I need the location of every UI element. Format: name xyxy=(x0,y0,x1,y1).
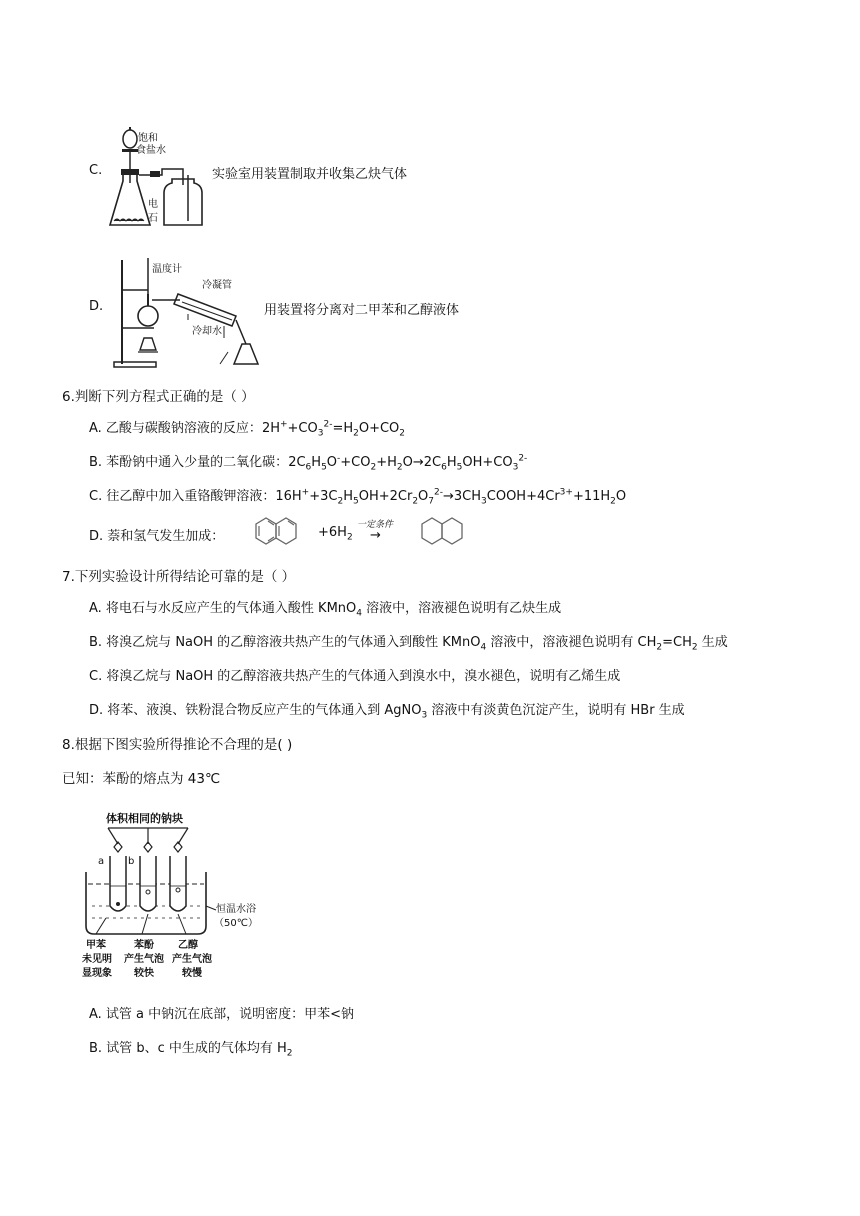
obs-phenol-2: 较快 xyxy=(134,968,154,979)
fig-label-thermometer: 温度计 xyxy=(152,264,182,275)
fig-label-brine: 食盐水 xyxy=(136,145,166,156)
substance-toluene: 甲苯 xyxy=(86,940,106,951)
obs-ethanol-2: 较慢 xyxy=(182,968,202,979)
q8-option-a: A. 试管 a 中钠沉在底部，说明密度：甲苯<钠 xyxy=(89,1007,355,1022)
obs-phenol-1: 产生气泡 xyxy=(124,954,164,965)
q8-option-b: B. 试管 b、c 中生成的气体均有 $H_2$ xyxy=(89,1041,293,1059)
reaction-arrow: → xyxy=(370,528,381,543)
fig-top-label: 体积相同的钠块 xyxy=(106,812,183,825)
fig-label-condenser: 冷凝管 xyxy=(202,280,232,291)
obs-ethanol-1: 产生气泡 xyxy=(172,954,212,965)
q6-option-d-text: D. 萘和氢气发生加成： xyxy=(89,529,225,544)
q5-option-c-letter: C. xyxy=(89,163,103,178)
obs-toluene-1: 未见明 xyxy=(82,954,112,965)
q5-option-c-text: 实验室用装置制取并收集乙炔气体 xyxy=(212,167,408,182)
q6-option-d-reagent: $+6H_2$ xyxy=(318,525,353,543)
decalin-structure xyxy=(414,514,474,552)
question-7-stem: 7.下列实验设计所得结论可靠的是（ ） xyxy=(62,569,296,585)
q7-option-d: D. 将苯、液溴、铁粉混合物反应产生的气体通入到 AgNO$_3$ 溶液中有淡黄色沉淀产生，说明有 HBr 生成 xyxy=(89,703,685,721)
question-8-known: 已知：苯酚的熔点为 43℃ xyxy=(62,771,221,787)
q5-option-d-letter: D. xyxy=(89,299,104,314)
fig-bath-temp: （50℃） xyxy=(214,918,258,929)
substance-phenol: 苯酚 xyxy=(134,940,154,951)
q7-option-b: B. 将溴乙烷与 NaOH 的乙醇溶液共热产生的气体通入到酸性 KMnO$_4$ 溶液中，溶液褪色说明有 $CH_2=CH_2$ 生成 xyxy=(89,635,728,653)
fig-label-saturated: 饱和 xyxy=(138,133,158,144)
sodium-reaction-figure xyxy=(78,806,278,986)
q5-option-d-text: 用装置将分离对二甲苯和乙醇液体 xyxy=(264,303,460,318)
question-6-stem: 6.判断下列方程式正确的是（ ） xyxy=(62,389,255,405)
reaction-condition: 一定条件 xyxy=(357,520,394,530)
q6-option-b: B. 苯酚钠中通入少量的二氧化碳：$2C_6H_5O^-+CO_2+H_2O\to 2C_6H_5OH+CO_3^{2-}$ xyxy=(89,453,528,473)
fig-label-cooling-water: 冷却水 xyxy=(192,326,222,337)
tube-label-a: a xyxy=(98,856,105,867)
q6-option-c: C. 往乙醇中加入重铬酸钾溶液：$16H^++3C_2H_5OH+2Cr_2O_7^{2-}\to 3CH_3COOH+4Cr^{3+}+11H_2O$ xyxy=(89,487,627,507)
question-8-stem: 8.根据下图实验所得推论不合理的是( ) xyxy=(62,737,293,753)
q7-option-a: A. 将电石与水反应产生的气体通入酸性 KMnO$_4$ 溶液中，溶液褪色说明有乙炔生成 xyxy=(89,601,562,619)
distillation-apparatus-figure xyxy=(108,254,268,372)
acetylene-apparatus-figure xyxy=(108,125,208,233)
obs-toluene-2: 显现象 xyxy=(82,968,112,979)
q6-option-a: A. 乙酸与碳酸钠溶液的反应：$2H^++CO_3^{2-}=H_2O+CO_2$ xyxy=(89,419,406,439)
naphthalene-structure xyxy=(248,514,308,552)
fig-label-carbide-1: 电 xyxy=(148,199,158,210)
substance-ethanol: 乙醇 xyxy=(178,940,198,951)
tube-label-b: b xyxy=(128,856,135,867)
q7-option-c: C. 将溴乙烷与 NaOH 的乙醇溶液共热产生的气体通入到溴水中，溴水褪色，说明有乙烯生成 xyxy=(89,669,621,684)
fig-bath-label: 恒温水浴 xyxy=(216,904,256,915)
fig-label-carbide-2: 石 xyxy=(148,213,158,224)
